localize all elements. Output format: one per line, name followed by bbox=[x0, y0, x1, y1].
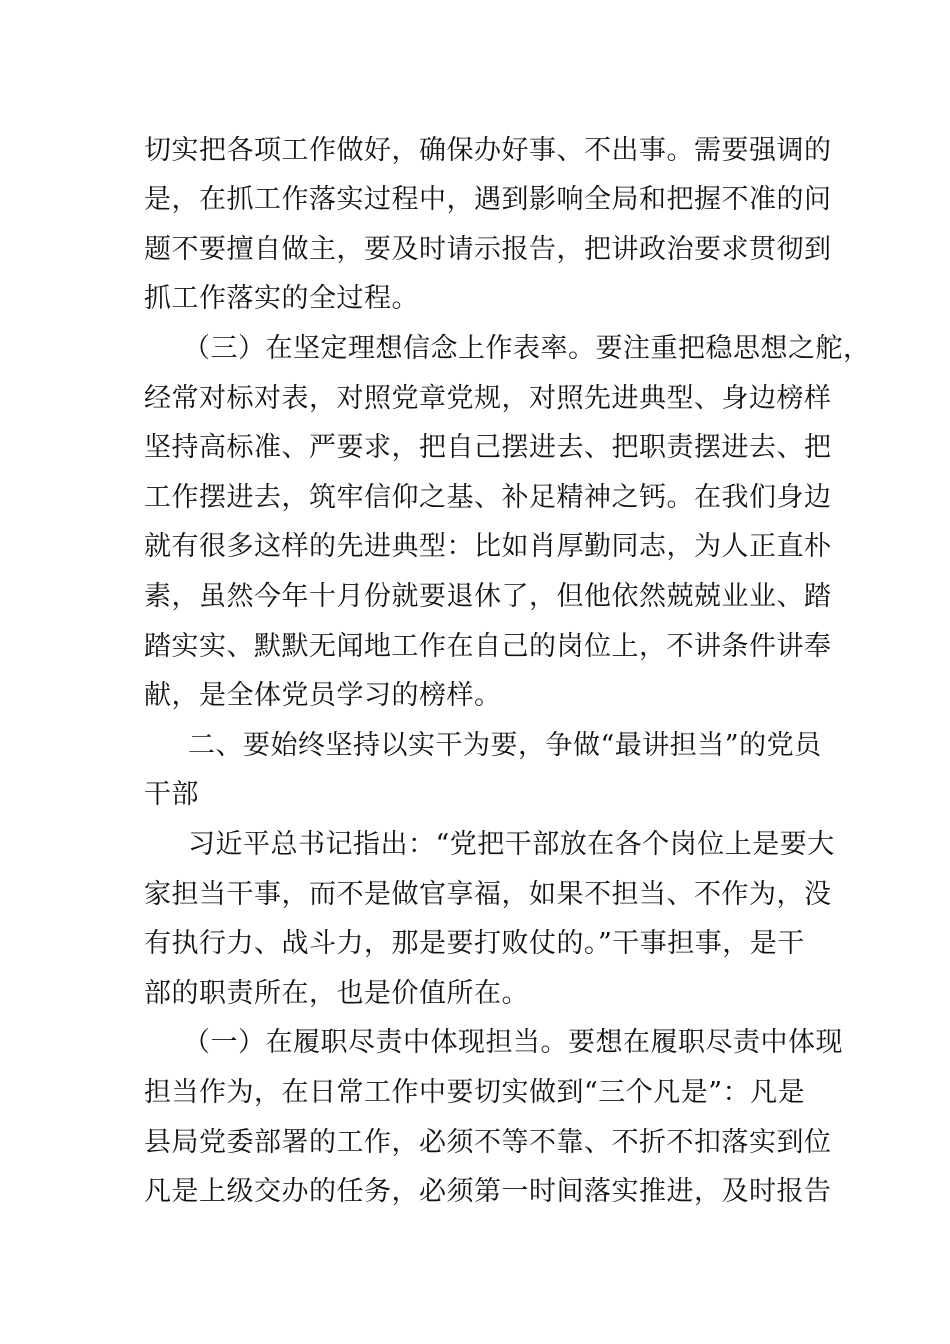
text-line: 切实把各项工作做好，确保办好事、不出事。需要强调的 bbox=[144, 135, 832, 166]
text-line: 工作摆进去，筑牢信仰之基、补足精神之钙。在我们身边 bbox=[144, 482, 832, 513]
text-line: 经常对标对表，对照党章党规，对照先进典型、身边榜样 bbox=[144, 383, 832, 414]
text-line: 就有很多这样的先进典型：比如肖厚勤同志，为人正直朴 bbox=[144, 531, 832, 562]
text-line: 凡是上级交办的任务，必须第一时间落实推进，及时报告 bbox=[144, 1176, 832, 1207]
text-line: 县局党委部署的工作，必须不等不靠、不折不扣落实到位 bbox=[144, 1127, 832, 1158]
text-line: 抓工作落实的全过程。 bbox=[144, 283, 419, 314]
text-line: （一）在履职尽责中体现担当。要想在履职尽责中体现 bbox=[183, 1027, 843, 1058]
text-line: 题不要擅自做主，要及时请示报告，把讲政治要求贯彻到 bbox=[144, 234, 832, 265]
text-line: 素，虽然今年十月份就要退休了，但他依然兢兢业业、踏 bbox=[144, 581, 832, 612]
text-line: 献，是全体党员学习的榜样。 bbox=[144, 680, 502, 711]
text-line: 习近平总书记指出：“党把干部放在各个岗位上是要大 bbox=[188, 829, 835, 860]
section-heading: 二、要始终坚持以实干为要，争做“最讲担当”的党员 bbox=[188, 730, 822, 761]
text-line: 有执行力、战斗力，那是要打败仗的。”干事担事，是干 bbox=[144, 928, 805, 959]
text-line: 踏实实、默默无闻地工作在自己的岗位上，不讲条件讲奉 bbox=[144, 631, 832, 662]
text-line: 家担当干事，而不是做官享福，如果不担当、不作为，没 bbox=[144, 879, 832, 910]
text-line: 部的职责所在，也是价值所在。 bbox=[144, 978, 529, 1009]
text-line: 坚持高标准、严要求，把自己摆进去、把职责摆进去、把 bbox=[144, 432, 832, 463]
section-heading-continued: 干部 bbox=[144, 779, 199, 810]
text-line: 担当作为，在日常工作中要切实做到“三个凡是”：凡是 bbox=[144, 1077, 806, 1108]
text-line: （三）在坚定理想信念上作表率。要注重把稳思想之舵， bbox=[183, 333, 871, 364]
text-line: 是，在抓工作落实过程中，遇到影响全局和把握不准的问 bbox=[144, 184, 832, 215]
